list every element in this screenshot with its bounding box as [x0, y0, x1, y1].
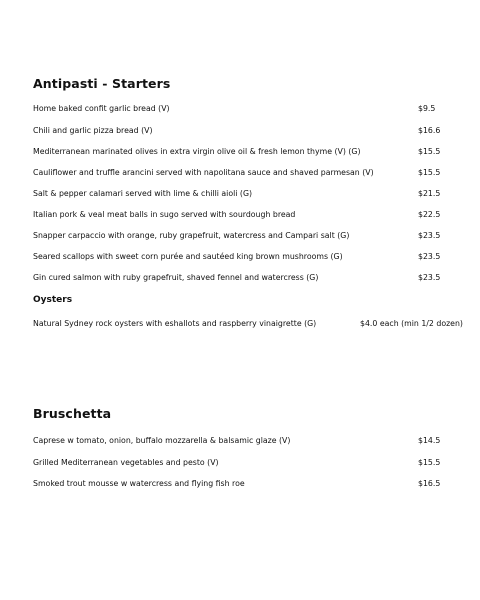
menu-item [33, 434, 448, 448]
menu-item-price: $23.5 [418, 252, 441, 261]
menu-item [33, 208, 448, 222]
menu-item [33, 166, 448, 180]
menu-item-name: Italian pork & veal meat balls in sugo served with sourdough bread [33, 210, 296, 219]
menu-item [33, 456, 448, 470]
menu-item [33, 145, 448, 159]
menu-item-name: Natural Sydney rock oysters with eshallots and raspberry vinaigrette (G) [33, 319, 317, 328]
menu-item-price: $15.5 [418, 147, 441, 156]
menu-item-name: Cauliflower and truffle arancini served with napolitana sauce and shaved parmesan (V) [33, 168, 374, 177]
subsection-title-oysters: Oysters [33, 295, 73, 305]
menu-item-name: Salt & pepper calamari served with lime & chilli aioli (G) [33, 189, 253, 198]
menu-item-name: Gin cured salmon with ruby grapefruit, shaved fennel and watercress (G) [33, 273, 319, 282]
menu-item-name: Grilled Mediterranean vegetables and pesto (V) [33, 458, 219, 467]
section-title-antipasti: Antipasti - Starters [33, 76, 171, 91]
menu-item-price: $23.5 [418, 273, 441, 282]
menu-item [33, 271, 448, 285]
menu-item-name: Caprese w tomato, onion, buffalo mozzarella & balsamic glaze (V) [33, 436, 291, 445]
menu-item-name: Chili and garlic pizza bread (V) [33, 126, 153, 135]
menu-item-price: $15.5 [418, 458, 441, 467]
menu-item-name: Smoked trout mousse w watercress and flying fish roe [33, 479, 245, 488]
menu-item-price: $15.5 [418, 168, 441, 177]
menu-item [33, 124, 448, 138]
menu-item-price: $4.0 each (min 1/2 dozen) [360, 319, 463, 328]
menu-item-price: $14.5 [418, 436, 441, 445]
menu-item [33, 102, 448, 116]
menu-item-price: $16.5 [418, 479, 441, 488]
menu-item-price: $16.6 [418, 126, 441, 135]
menu-item [33, 317, 463, 331]
menu-item-name: Snapper carpaccio with orange, ruby grapefruit, watercress and Campari salt (G) [33, 231, 350, 240]
section-title-bruschetta: Bruschetta [33, 406, 112, 421]
menu-item [33, 229, 448, 243]
menu-item-price: $9.5 [418, 104, 436, 113]
menu-item-price: $21.5 [418, 189, 441, 198]
menu-item-price: $23.5 [418, 231, 441, 240]
menu-item [33, 477, 448, 491]
menu-item-name: Seared scallops with sweet corn purée and sautéed king brown mushrooms (G) [33, 252, 343, 261]
menu-item [33, 187, 448, 201]
menu-item-price: $22.5 [418, 210, 441, 219]
menu-item [33, 250, 448, 264]
menu-item-name: Home baked confit garlic bread (V) [33, 104, 170, 113]
menu-item-name: Mediterranean marinated olives in extra virgin olive oil & fresh lemon thyme (V) (G) [33, 147, 361, 156]
